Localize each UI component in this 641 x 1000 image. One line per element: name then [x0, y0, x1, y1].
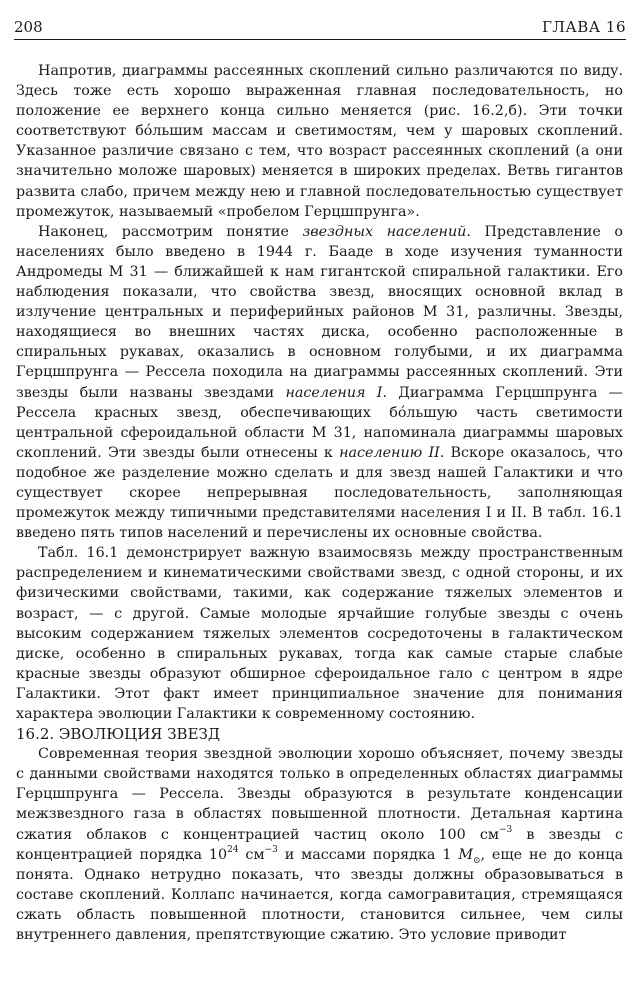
- section-heading: 16.2. ЭВОЛЮЦИЯ ЗВЕЗД: [16, 725, 221, 744]
- text-run: . Вскоре оказалось, что подобное же разделение можно сделать и для звезд нашей Галактики и что существует скорее непрерывная последовательность, заполняющая промежуток между типичными представителями населения I и II. В табл. 16.1 введено пять типов населений и перечислены их основные свойства.: [16, 444, 623, 542]
- text-run: и массами порядка 1: [277, 846, 459, 863]
- text-run: Наконец, рассмотрим понятие: [38, 223, 303, 240]
- emphasis-population-ii: населению II: [339, 444, 440, 461]
- text-run: см: [238, 846, 265, 863]
- paragraph-table-16-1: Табл. 16.1 демонстрирует важную взаимосвязь между пространственным распределением и кинематическими свойствами звезд, с одной стороны, и их физическими свойствами, такими, как содержание тяжелых элементов и возраст, — с другой. Самые молодые ярчайшие голубые звезды с очень высоким содержанием тяжелых элементов сосредоточены в галактическом диске, особенно в спиральных рукавах, тогда как самые старые слабые красные звезды образуют обширное сфероидальное гало с центром в ядре Галактики. Этот факт имеет принципиальное значение для понимания характера эволюции Галактики к современному состоянию.: [16, 545, 623, 722]
- chapter-title: ГЛАВА 16: [541, 18, 626, 36]
- page-header: [14, 18, 626, 40]
- emphasis-stellar-populations: звездных населений: [302, 223, 467, 240]
- header-rule: [14, 39, 626, 40]
- exponent: −3: [264, 844, 278, 855]
- paragraph-open-clusters: Напротив, диаграммы рассеянных скоплений сильно различаются по виду. Здесь тоже есть хорошо выраженная главная последовательность, но положение ее верхнего конца сильно меняется (рис. 16.2,б). Эти точки соответствуют бóльшим массам и светимостям, чем у шаровых скоплений. Указанное различие связано с тем, что возраст рассеянных скоплений (а они значительно моложе шаровых) меняется в широких пределах. Ветвь гигантов развита слабо, причем между нею и главной последовательностью существует промежуток, называемый «пробелом Герцшпрунга».: [16, 63, 623, 220]
- exponent: 24: [227, 844, 239, 855]
- page-body: [16, 61, 623, 945]
- page-number: 208: [14, 18, 43, 36]
- text-run: Современная теория звездной эволюции хорошо объясняет, почему звезды с данными свойствами находятся только в определенных областях диаграммы Герцшпрунга — Рессела. Звезды образуются в результате конденсации межзвездного газа в областях повышенной плотности. Детальная картина сжатия облаков с концентрацией частиц около 100 см: [16, 746, 623, 843]
- sun-symbol: ⊙: [472, 855, 481, 866]
- text-run: . Диаграмма Герцшпрунга — Рессела красных звезд, обеспечивающих бóльшую часть светимости центральной сфероидальной области М 31, напоминала диаграммы шаровых скоплений. Эти звезды были отнесены к: [16, 384, 623, 461]
- paragraph-stellar-populations: [16, 222, 623, 544]
- emphasis-population-i: населения I: [285, 384, 383, 401]
- solar-mass-symbol: M: [458, 846, 473, 863]
- text-run: , еще не до конца понята. Однако нетрудно показать, что звезды должны образовываться в составе скоплений. Коллапс начинается, когда самогравитация, стремящаяся сжать область повышенной плотности, становится сильнее, чем силы внутреннего давления, препятствующие сжатию. Это условие приводит: [16, 846, 623, 944]
- text-run: в звезды с концентрацией порядка 10: [16, 826, 623, 863]
- text-run: . Представление о населениях было введено в 1944 г. Бааде в ходе изучения туманности Андромеды М 31 — ближайшей к нам гигантской спиральной галактики. Его наблюдения показали, что свойства звезд, вносящих основной вклад в излучение центральных и периферийных районов М 31, различны. Звезды, находящиеся во внешних частях диска, особенно расположенные в спиральных рукавах, оказались в основном голубыми, и их диаграмма Герцшпрунга — Рессела походила на диаграммы рассеянных скоплений. Эти звезды были названы звездами: [16, 223, 623, 401]
- exponent: −3: [498, 824, 513, 835]
- paragraph-stellar-evolution: [16, 744, 623, 945]
